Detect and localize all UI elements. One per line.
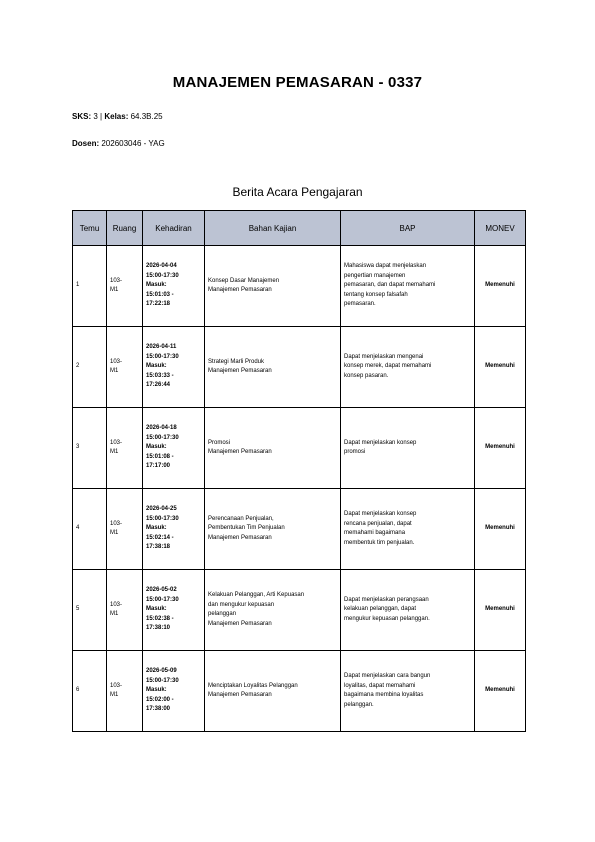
room-line: 103- bbox=[110, 520, 123, 527]
report-line: pemasaran. bbox=[344, 301, 376, 308]
topic-line: dan mengukur kepuasan bbox=[208, 601, 275, 608]
monev-status: Memenuhi bbox=[475, 408, 526, 489]
attendance-line: 15:00-17:30 bbox=[146, 677, 179, 684]
bap-cell bbox=[341, 570, 475, 651]
room-line: 103- bbox=[110, 601, 123, 608]
table-row bbox=[73, 327, 526, 408]
bap-cell bbox=[341, 246, 475, 327]
room-line: 103- bbox=[110, 682, 123, 689]
attendance-line: 2026-05-09 bbox=[146, 668, 177, 675]
table-row bbox=[73, 408, 526, 489]
attendance-line: 2026-04-25 bbox=[146, 506, 177, 513]
report-line: bagaimana membina loyalitas bbox=[344, 692, 424, 698]
topic-line: Menciptakan Loyalitas Pelanggan bbox=[208, 682, 298, 689]
topic-line: pelanggan bbox=[208, 611, 237, 617]
topic-line: Manajemen Pemasaran bbox=[208, 287, 272, 293]
report-line: kelakuan pelanggan, dapat bbox=[344, 606, 417, 613]
attendance-line: Masuk: bbox=[146, 363, 167, 370]
attendance-cell bbox=[143, 570, 205, 651]
bap-cell bbox=[341, 489, 475, 570]
monev-status: Memenuhi bbox=[475, 327, 526, 408]
attendance-cell bbox=[143, 408, 205, 489]
attendance-line: Masuk: bbox=[146, 444, 167, 451]
table-row bbox=[73, 246, 526, 327]
attendance-line: 15:02:00 - bbox=[146, 696, 174, 703]
attendance-line: 15:00-17:30 bbox=[146, 596, 179, 603]
topic-line: Promosi bbox=[208, 439, 231, 446]
attendance-line: Masuk: bbox=[146, 687, 167, 694]
attendance-line: 15:00-17:30 bbox=[146, 515, 179, 522]
study-material-cell bbox=[205, 651, 341, 732]
bap-cell bbox=[341, 651, 475, 732]
room-cell bbox=[107, 408, 143, 489]
attendance-cell bbox=[143, 489, 205, 570]
topic-line: Manajemen Pemasaran bbox=[208, 534, 272, 541]
topic-line: Konsep Dasar Manajemen bbox=[208, 277, 280, 284]
attendance-line: 17:26:44 bbox=[146, 382, 171, 389]
report-line: konsep pasaran. bbox=[344, 372, 389, 379]
report-line: tentang konsep falsafah bbox=[344, 291, 408, 298]
report-line: promosi bbox=[344, 449, 366, 455]
study-material-cell bbox=[205, 408, 341, 489]
topic-line: Strategi Marli Produk bbox=[208, 358, 265, 365]
report-line: Dapat menjelaskan konsep bbox=[344, 439, 417, 446]
room-cell bbox=[107, 489, 143, 570]
attendance-line: 15:01:08 - bbox=[146, 453, 174, 460]
sks-value: 3 bbox=[93, 112, 98, 121]
topic-line: Pembentukan Tim Penjualan bbox=[208, 525, 285, 532]
column-header: Temu bbox=[73, 211, 107, 246]
bap-cell bbox=[341, 327, 475, 408]
dosen-label: Dosen: bbox=[72, 139, 100, 148]
attendance-line: 2026-04-04 bbox=[146, 263, 177, 270]
room-cell bbox=[107, 327, 143, 408]
topic-line: Manajemen Pemasaran bbox=[208, 368, 272, 374]
monev-status: Memenuhi bbox=[475, 489, 526, 570]
kelas-label: Kelas: bbox=[104, 112, 129, 121]
table-header-row bbox=[73, 211, 526, 246]
attendance-line: 17:38:10 bbox=[146, 625, 171, 632]
attendance-line: 15:01:03 - bbox=[146, 291, 174, 298]
dosen-value: 202603046 - YAG bbox=[101, 139, 165, 148]
study-material-cell bbox=[205, 246, 341, 327]
report-line: pemasaran, dan dapat memahami bbox=[344, 282, 436, 289]
column-header: MONEV bbox=[475, 211, 526, 246]
section-title: Berita Acara Pengajaran bbox=[232, 185, 363, 199]
report-line: Dapat menjelaskan perangsaan bbox=[344, 596, 429, 603]
course-info: SKS: 3 | Kelas: 64.3B.25 bbox=[72, 112, 163, 121]
report-line: loyalitas, dapat memahami bbox=[344, 682, 416, 689]
meeting-number: 5 bbox=[73, 570, 107, 651]
meeting-number: 2 bbox=[73, 327, 107, 408]
report-line: Mahasiswa dapat menjelaskan bbox=[344, 263, 427, 270]
column-header: Ruang bbox=[107, 211, 143, 246]
report-line: rencana penjualan, dapat bbox=[344, 520, 412, 527]
topic-line: Kelakuan Pelanggan, Arti Kepuasan bbox=[208, 592, 305, 598]
column-header: Kehadiran bbox=[143, 211, 205, 246]
room-cell bbox=[107, 651, 143, 732]
study-material-cell bbox=[205, 327, 341, 408]
meeting-number: 6 bbox=[73, 651, 107, 732]
report-line: membentuk tim penjualan. bbox=[344, 539, 415, 546]
meeting-number: 4 bbox=[73, 489, 107, 570]
teaching-record-table bbox=[72, 210, 526, 732]
attendance-line: Masuk: bbox=[146, 282, 167, 289]
room-line: 103- bbox=[110, 439, 123, 446]
attendance-line: Masuk: bbox=[146, 606, 167, 613]
meeting-number: 3 bbox=[73, 408, 107, 489]
monev-status: Memenuhi bbox=[475, 246, 526, 327]
lecturer-info bbox=[72, 139, 165, 148]
room-line: M1 bbox=[110, 692, 119, 698]
topic-line: Manajemen Pemasaran bbox=[208, 449, 272, 455]
attendance-line: 15:00-17:30 bbox=[146, 353, 179, 360]
study-material-cell bbox=[205, 570, 341, 651]
topic-line: Manajemen Pemasaran bbox=[208, 620, 272, 627]
report-line: Dapat menjelaskan mengenai bbox=[344, 353, 424, 360]
attendance-line: 2026-04-18 bbox=[146, 425, 177, 432]
attendance-line: 17:38:00 bbox=[146, 706, 171, 713]
report-line: Dapat menjelaskan konsep bbox=[344, 511, 417, 517]
monev-status: Memenuhi bbox=[475, 651, 526, 732]
study-material-cell bbox=[205, 489, 341, 570]
room-line: M1 bbox=[110, 368, 119, 374]
attendance-line: 2026-04-11 bbox=[146, 344, 177, 351]
room-line: M1 bbox=[110, 449, 119, 455]
monev-status: Memenuhi bbox=[475, 570, 526, 651]
room-line: 103- bbox=[110, 277, 123, 284]
topic-line: Perencanaan Penjualan, bbox=[208, 515, 274, 522]
attendance-line: 17:17:00 bbox=[146, 463, 171, 470]
room-line: 103- bbox=[110, 358, 123, 365]
room-line: M1 bbox=[110, 530, 119, 536]
column-header: BAP bbox=[341, 211, 475, 246]
attendance-cell bbox=[143, 651, 205, 732]
attendance-line: 15:03:33 - bbox=[146, 372, 174, 379]
report-line: pengertian manajemen bbox=[344, 272, 406, 279]
attendance-line: 15:00-17:30 bbox=[146, 434, 179, 441]
column-header: Bahan Kajian bbox=[205, 211, 341, 246]
attendance-cell bbox=[143, 327, 205, 408]
attendance-line: Masuk: bbox=[146, 525, 167, 532]
bap-cell bbox=[341, 408, 475, 489]
report-line: konsep merek, dapat memahami bbox=[344, 363, 432, 370]
report-line: memahami bagaimana bbox=[344, 530, 406, 536]
table-row bbox=[73, 570, 526, 651]
attendance-line: 17:22:18 bbox=[146, 301, 171, 308]
document-title: MANAJEMEN PEMASARAN - 0337 bbox=[172, 74, 423, 91]
room-cell bbox=[107, 570, 143, 651]
report-line: pelanggan. bbox=[344, 701, 374, 708]
attendance-line: 2026-05-02 bbox=[146, 587, 177, 594]
attendance-line: 15:02:14 - bbox=[146, 534, 174, 541]
attendance-line: 17:38:18 bbox=[146, 544, 171, 551]
room-line: M1 bbox=[110, 611, 119, 617]
kelas-value: 64.3B.25 bbox=[130, 112, 163, 121]
sks-label: SKS: bbox=[72, 112, 92, 121]
room-line: M1 bbox=[110, 287, 119, 293]
topic-line: Manajemen Pemasaran bbox=[208, 692, 272, 698]
table-row bbox=[73, 651, 526, 732]
report-line: Dapat menjelaskan cara bangun bbox=[344, 673, 431, 679]
table-row bbox=[73, 489, 526, 570]
room-cell bbox=[107, 246, 143, 327]
meeting-number: 1 bbox=[73, 246, 107, 327]
attendance-line: 15:00-17:30 bbox=[146, 272, 179, 279]
attendance-line: 15:02:38 - bbox=[146, 615, 174, 622]
report-line: mengukur kepuasan pelanggan. bbox=[344, 615, 430, 622]
attendance-cell bbox=[143, 246, 205, 327]
